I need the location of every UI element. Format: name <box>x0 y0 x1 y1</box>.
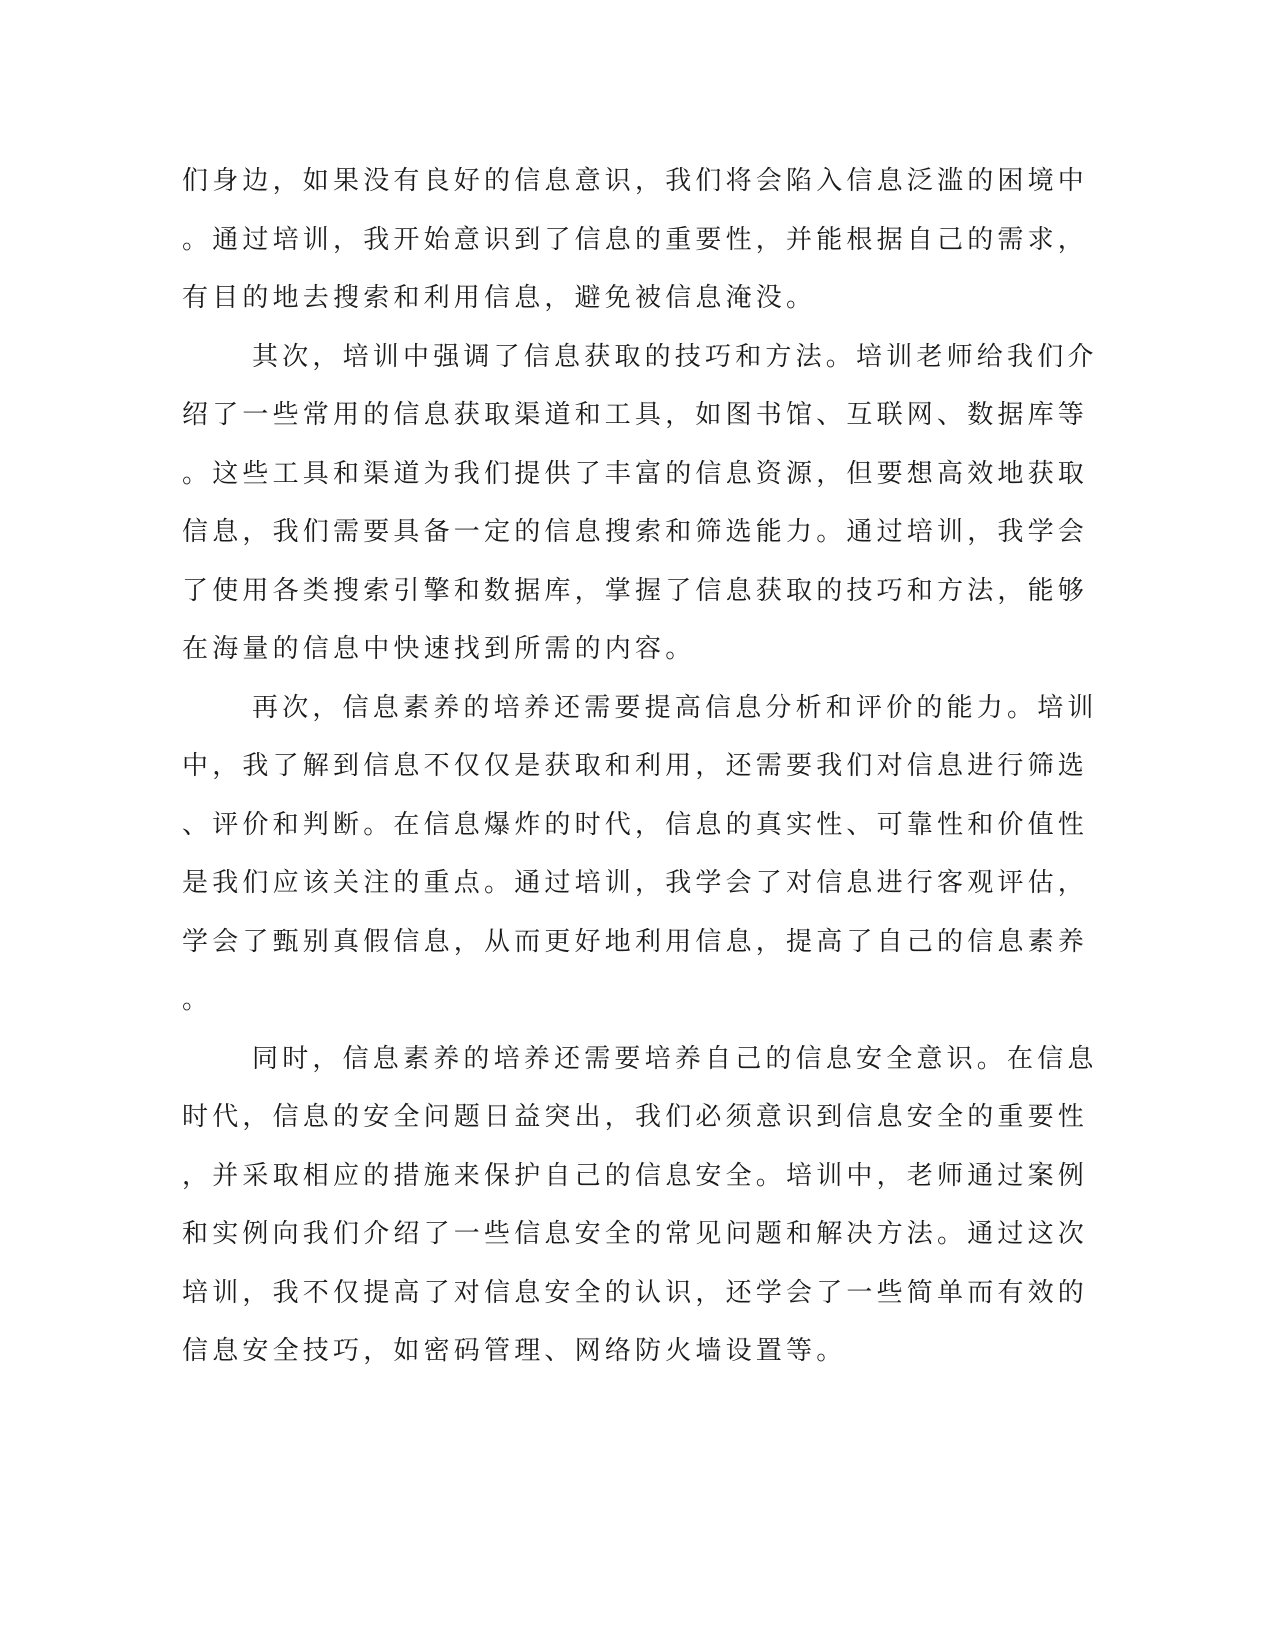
text-line: 绍了一些常用的信息获取渠道和工具，如图书馆、互联网、数据库等 <box>182 400 1089 430</box>
text-line: 中，我了解到信息不仅仅是获取和利用，还需要我们对信息进行筛选 <box>182 751 1089 781</box>
paragraph-first-line: 其次，培训中强调了信息获取的技巧和方法。培训老师给我们介 <box>252 342 1098 372</box>
text-line: 时代，信息的安全问题日益突出，我们必须意识到信息安全的重要性 <box>182 1102 1089 1132</box>
text-line: 培训，我不仅提高了对信息安全的认识，还学会了一些简单而有效的 <box>182 1278 1089 1308</box>
text-line: 、评价和判断。在信息爆炸的时代，信息的真实性、可靠性和价值性 <box>182 810 1089 840</box>
text-line: 有目的地去搜索和利用信息，避免被信息淹没。 <box>182 283 817 313</box>
paragraph-first-line: 再次，信息素养的培养还需要提高信息分析和评价的能力。培训 <box>252 693 1098 723</box>
text-line: 在海量的信息中快速找到所需的内容。 <box>182 634 696 664</box>
text-line: 了使用各类搜索引擎和数据库，掌握了信息获取的技巧和方法，能够 <box>182 576 1089 606</box>
text-line: 学会了甄别真假信息，从而更好地利用信息，提高了自己的信息素养 <box>182 927 1089 957</box>
text-line: 们身边，如果没有良好的信息意识，我们将会陷入信息泛滥的困境中 <box>182 166 1089 196</box>
text-line: 。 <box>182 985 213 1015</box>
text-line: ，并采取相应的措施来保护自己的信息安全。培训中，老师通过案例 <box>182 1161 1089 1191</box>
text-line: 信息，我们需要具备一定的信息搜索和筛选能力。通过培训，我学会 <box>182 517 1089 547</box>
paragraph-first-line: 同时，信息素养的培养还需要培养自己的信息安全意识。在信息 <box>252 1044 1098 1074</box>
text-line: 信息安全技巧，如密码管理、网络防火墙设置等。 <box>182 1336 847 1366</box>
text-line: 是我们应该关注的重点。通过培训，我学会了对信息进行客观评估， <box>182 868 1089 898</box>
text-line: 和实例向我们介绍了一些信息安全的常见问题和解决方法。通过这次 <box>182 1219 1089 1249</box>
text-line: 。通过培训，我开始意识到了信息的重要性，并能根据自己的需求， <box>182 225 1089 255</box>
text-line: 。这些工具和渠道为我们提供了丰富的信息资源，但要想高效地获取 <box>182 459 1089 489</box>
